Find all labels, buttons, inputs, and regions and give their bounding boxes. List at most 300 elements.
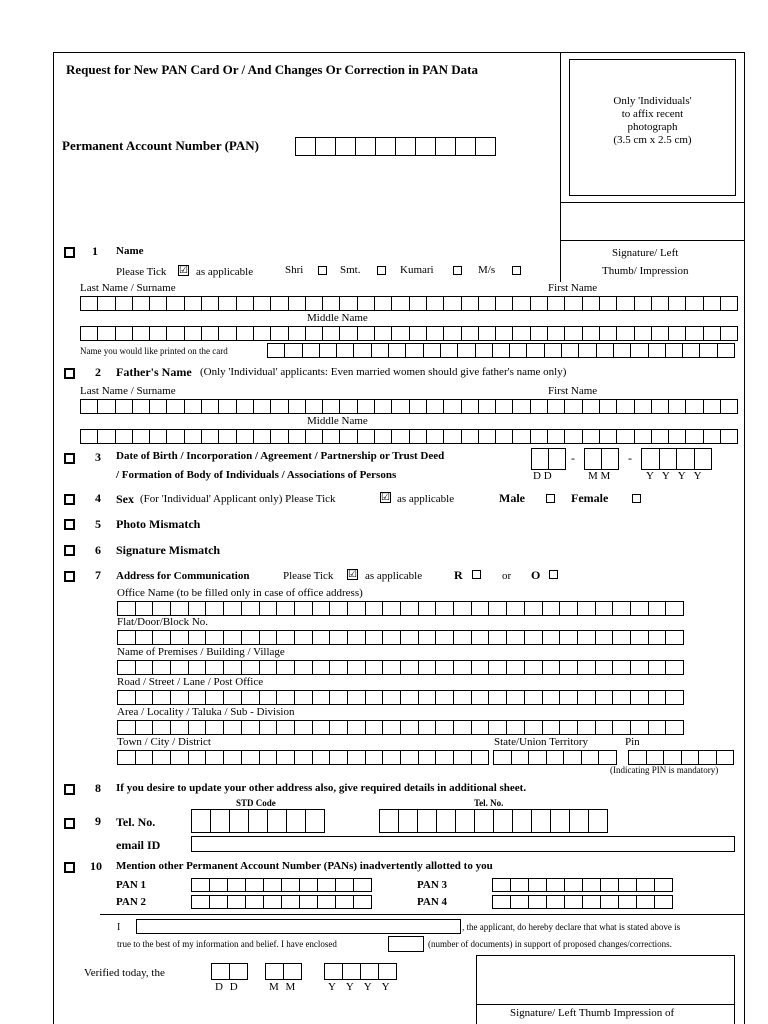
char-box[interactable] (302, 343, 320, 358)
char-box[interactable] (115, 326, 133, 341)
char-box[interactable] (418, 750, 437, 765)
char-box[interactable] (531, 809, 551, 833)
char-box[interactable] (409, 429, 427, 444)
char-box[interactable] (471, 690, 490, 705)
shri-checkbox[interactable] (318, 266, 327, 275)
char-box[interactable] (471, 750, 490, 765)
char-box[interactable] (382, 720, 401, 735)
char-box[interactable] (512, 296, 530, 311)
char-box[interactable] (651, 296, 669, 311)
char-box[interactable] (435, 660, 454, 675)
char-box[interactable] (612, 630, 631, 645)
char-box[interactable] (636, 878, 655, 892)
char-box[interactable] (668, 296, 686, 311)
state-boxes[interactable] (493, 750, 617, 765)
char-box[interactable] (703, 399, 721, 414)
char-box[interactable] (149, 296, 167, 311)
char-box[interactable] (457, 343, 475, 358)
char-box[interactable] (630, 630, 649, 645)
char-box[interactable] (294, 601, 313, 616)
char-box[interactable] (188, 690, 207, 705)
char-box[interactable] (634, 399, 652, 414)
char-box[interactable] (453, 601, 472, 616)
char-box[interactable] (80, 399, 98, 414)
char-box[interactable] (241, 690, 260, 705)
char-box[interactable] (703, 429, 721, 444)
char-box[interactable] (564, 399, 582, 414)
char-box[interactable] (135, 630, 154, 645)
char-box[interactable] (578, 343, 596, 358)
char-box[interactable] (435, 690, 454, 705)
char-box[interactable] (495, 429, 513, 444)
char-box[interactable] (365, 601, 384, 616)
char-box[interactable] (365, 720, 384, 735)
char-box[interactable] (378, 963, 397, 980)
char-box[interactable] (577, 601, 596, 616)
pan-input-boxes[interactable] (295, 137, 496, 156)
char-box[interactable] (685, 399, 703, 414)
char-box[interactable] (436, 809, 456, 833)
char-box[interactable] (339, 429, 357, 444)
char-box[interactable] (546, 895, 565, 909)
char-box[interactable] (117, 690, 136, 705)
char-box[interactable] (509, 343, 527, 358)
char-box[interactable] (329, 720, 348, 735)
char-box[interactable] (418, 720, 437, 735)
char-box[interactable] (618, 895, 637, 909)
char-box[interactable] (335, 895, 354, 909)
char-box[interactable] (598, 750, 617, 765)
char-box[interactable] (559, 630, 578, 645)
char-box[interactable] (276, 750, 295, 765)
female-checkbox[interactable] (632, 494, 641, 503)
char-box[interactable] (400, 601, 419, 616)
char-box[interactable] (548, 448, 566, 470)
char-box[interactable] (299, 878, 318, 892)
char-box[interactable] (205, 690, 224, 705)
char-box[interactable] (201, 429, 219, 444)
char-box[interactable] (524, 720, 543, 735)
char-box[interactable] (435, 720, 454, 735)
char-box[interactable] (665, 343, 683, 358)
name-row-1-boxes[interactable] (80, 296, 738, 311)
char-box[interactable] (259, 601, 278, 616)
char-box[interactable] (493, 750, 512, 765)
char-box[interactable] (347, 630, 366, 645)
char-box[interactable] (184, 429, 202, 444)
char-box[interactable] (703, 326, 721, 341)
char-box[interactable] (717, 343, 735, 358)
char-box[interactable] (236, 429, 254, 444)
char-box[interactable] (720, 429, 738, 444)
char-box[interactable] (488, 660, 507, 675)
char-box[interactable] (409, 399, 427, 414)
char-box[interactable] (80, 326, 98, 341)
char-box[interactable] (276, 720, 295, 735)
char-box[interactable] (616, 326, 634, 341)
char-box[interactable] (218, 326, 236, 341)
char-box[interactable] (559, 601, 578, 616)
char-box[interactable] (443, 429, 461, 444)
char-box[interactable] (595, 660, 614, 675)
char-box[interactable] (651, 399, 669, 414)
char-box[interactable] (618, 878, 637, 892)
char-box[interactable] (703, 296, 721, 311)
char-box[interactable] (665, 690, 684, 705)
char-box[interactable] (492, 895, 511, 909)
char-box[interactable] (495, 399, 513, 414)
char-box[interactable] (382, 660, 401, 675)
char-box[interactable] (347, 750, 366, 765)
residence-checkbox[interactable] (472, 570, 481, 579)
section-3-checkbox[interactable] (64, 453, 75, 464)
char-box[interactable] (435, 750, 454, 765)
char-box[interactable] (342, 963, 361, 980)
char-box[interactable] (241, 601, 260, 616)
char-box[interactable] (409, 296, 427, 311)
char-box[interactable] (530, 296, 548, 311)
char-box[interactable] (374, 326, 392, 341)
char-box[interactable] (259, 660, 278, 675)
char-box[interactable] (335, 878, 354, 892)
char-box[interactable] (312, 750, 331, 765)
char-box[interactable] (223, 630, 242, 645)
char-box[interactable] (263, 895, 282, 909)
char-box[interactable] (149, 326, 167, 341)
char-box[interactable] (229, 963, 248, 980)
char-box[interactable] (716, 750, 735, 765)
office-checkbox[interactable] (549, 570, 558, 579)
char-box[interactable] (312, 660, 331, 675)
char-box[interactable] (241, 750, 260, 765)
char-box[interactable] (205, 660, 224, 675)
char-box[interactable] (375, 137, 396, 156)
section-9-checkbox[interactable] (64, 818, 75, 829)
char-box[interactable] (630, 343, 648, 358)
char-box[interactable] (336, 343, 354, 358)
char-box[interactable] (426, 296, 444, 311)
char-box[interactable] (694, 448, 713, 470)
char-box[interactable] (488, 720, 507, 735)
char-box[interactable] (263, 878, 282, 892)
road-boxes[interactable] (117, 690, 684, 705)
char-box[interactable] (595, 601, 614, 616)
char-box[interactable] (374, 429, 392, 444)
char-box[interactable] (205, 630, 224, 645)
char-box[interactable] (135, 601, 154, 616)
char-box[interactable] (135, 660, 154, 675)
father-row-1-boxes[interactable] (80, 399, 738, 414)
char-box[interactable] (115, 399, 133, 414)
char-box[interactable] (347, 660, 366, 675)
char-box[interactable] (668, 399, 686, 414)
char-box[interactable] (400, 690, 419, 705)
char-box[interactable] (170, 660, 189, 675)
char-box[interactable] (281, 878, 300, 892)
char-box[interactable] (188, 660, 207, 675)
pan3-boxes[interactable] (492, 878, 673, 892)
verified-year-boxes[interactable] (324, 963, 397, 980)
char-box[interactable] (582, 296, 600, 311)
char-box[interactable] (305, 429, 323, 444)
char-box[interactable] (547, 399, 565, 414)
char-box[interactable] (564, 878, 583, 892)
char-box[interactable] (391, 399, 409, 414)
char-box[interactable] (461, 429, 479, 444)
char-box[interactable] (152, 630, 171, 645)
char-box[interactable] (223, 601, 242, 616)
char-box[interactable] (245, 895, 264, 909)
char-box[interactable] (495, 326, 513, 341)
char-box[interactable] (188, 601, 207, 616)
char-box[interactable] (440, 343, 458, 358)
kumari-checkbox[interactable] (453, 266, 462, 275)
char-box[interactable] (668, 429, 686, 444)
ms-checkbox[interactable] (512, 266, 521, 275)
char-box[interactable] (569, 809, 589, 833)
char-box[interactable] (510, 895, 529, 909)
char-box[interactable] (391, 326, 409, 341)
char-box[interactable] (654, 878, 673, 892)
char-box[interactable] (339, 399, 357, 414)
char-box[interactable] (229, 809, 249, 833)
char-box[interactable] (685, 326, 703, 341)
char-box[interactable] (170, 750, 189, 765)
char-box[interactable] (97, 399, 115, 414)
char-box[interactable] (418, 690, 437, 705)
char-box[interactable] (305, 326, 323, 341)
char-box[interactable] (218, 399, 236, 414)
char-box[interactable] (506, 601, 525, 616)
char-box[interactable] (426, 429, 444, 444)
char-box[interactable] (259, 750, 278, 765)
char-box[interactable] (600, 878, 619, 892)
town-boxes[interactable] (117, 750, 489, 765)
char-box[interactable] (382, 630, 401, 645)
char-box[interactable] (288, 399, 306, 414)
char-box[interactable] (400, 720, 419, 735)
char-box[interactable] (648, 720, 667, 735)
char-box[interactable] (665, 601, 684, 616)
char-box[interactable] (329, 660, 348, 675)
char-box[interactable] (97, 429, 115, 444)
char-box[interactable] (471, 630, 490, 645)
applicant-signature-box[interactable] (476, 955, 735, 1005)
char-box[interactable] (305, 809, 325, 833)
char-box[interactable] (329, 690, 348, 705)
char-box[interactable] (281, 895, 300, 909)
char-box[interactable] (471, 660, 490, 675)
smt-checkbox[interactable] (377, 266, 386, 275)
char-box[interactable] (582, 895, 601, 909)
char-box[interactable] (184, 296, 202, 311)
char-box[interactable] (205, 750, 224, 765)
char-box[interactable] (685, 429, 703, 444)
char-box[interactable] (170, 720, 189, 735)
char-box[interactable] (218, 296, 236, 311)
char-box[interactable] (339, 326, 357, 341)
char-box[interactable] (295, 137, 316, 156)
char-box[interactable] (248, 809, 268, 833)
char-box[interactable] (435, 630, 454, 645)
char-box[interactable] (648, 690, 667, 705)
char-box[interactable] (426, 399, 444, 414)
pan4-boxes[interactable] (492, 895, 673, 909)
char-box[interactable] (630, 601, 649, 616)
char-box[interactable] (152, 660, 171, 675)
char-box[interactable] (152, 601, 171, 616)
documents-count-field[interactable] (388, 936, 424, 952)
char-box[interactable] (595, 690, 614, 705)
char-box[interactable] (599, 296, 617, 311)
char-box[interactable] (663, 750, 682, 765)
char-box[interactable] (415, 137, 436, 156)
char-box[interactable] (495, 296, 513, 311)
char-box[interactable] (317, 878, 336, 892)
char-box[interactable] (599, 399, 617, 414)
section-4-checkbox[interactable] (64, 494, 75, 505)
char-box[interactable] (563, 750, 582, 765)
char-box[interactable] (117, 660, 136, 675)
char-box[interactable] (699, 343, 717, 358)
char-box[interactable] (530, 429, 548, 444)
char-box[interactable] (209, 895, 228, 909)
char-box[interactable] (166, 326, 184, 341)
char-box[interactable] (492, 878, 511, 892)
char-box[interactable] (636, 895, 655, 909)
char-box[interactable] (528, 750, 547, 765)
char-box[interactable] (241, 630, 260, 645)
char-box[interactable] (324, 963, 343, 980)
char-box[interactable] (288, 326, 306, 341)
char-box[interactable] (453, 720, 472, 735)
char-box[interactable] (374, 296, 392, 311)
char-box[interactable] (270, 296, 288, 311)
char-box[interactable] (561, 343, 579, 358)
char-box[interactable] (492, 343, 510, 358)
char-box[interactable] (616, 399, 634, 414)
char-box[interactable] (188, 630, 207, 645)
char-box[interactable] (259, 690, 278, 705)
char-box[interactable] (564, 326, 582, 341)
char-box[interactable] (665, 720, 684, 735)
char-box[interactable] (599, 429, 617, 444)
char-box[interactable] (80, 429, 98, 444)
char-box[interactable] (665, 660, 684, 675)
char-box[interactable] (559, 660, 578, 675)
char-box[interactable] (312, 601, 331, 616)
char-box[interactable] (315, 137, 336, 156)
char-box[interactable] (600, 895, 619, 909)
char-box[interactable] (322, 399, 340, 414)
char-box[interactable] (405, 343, 423, 358)
char-box[interactable] (453, 660, 472, 675)
flat-boxes[interactable] (117, 630, 684, 645)
char-box[interactable] (253, 399, 271, 414)
char-box[interactable] (236, 296, 254, 311)
char-box[interactable] (409, 326, 427, 341)
char-box[interactable] (353, 895, 372, 909)
char-box[interactable] (550, 809, 570, 833)
char-box[interactable] (461, 326, 479, 341)
char-box[interactable] (559, 690, 578, 705)
char-box[interactable] (720, 399, 738, 414)
char-box[interactable] (634, 296, 652, 311)
char-box[interactable] (443, 296, 461, 311)
char-box[interactable] (582, 399, 600, 414)
section-6-checkbox[interactable] (64, 545, 75, 556)
char-box[interactable] (698, 750, 717, 765)
char-box[interactable] (512, 429, 530, 444)
char-box[interactable] (322, 326, 340, 341)
verified-day-boxes[interactable] (211, 963, 248, 980)
char-box[interactable] (357, 326, 375, 341)
char-box[interactable] (227, 878, 246, 892)
char-box[interactable] (382, 690, 401, 705)
char-box[interactable] (547, 326, 565, 341)
char-box[interactable] (506, 690, 525, 705)
char-box[interactable] (612, 690, 631, 705)
char-box[interactable] (335, 137, 356, 156)
char-box[interactable] (601, 448, 619, 470)
char-box[interactable] (184, 326, 202, 341)
char-box[interactable] (478, 399, 496, 414)
char-box[interactable] (117, 630, 136, 645)
char-box[interactable] (577, 630, 596, 645)
char-box[interactable] (184, 399, 202, 414)
char-box[interactable] (355, 137, 376, 156)
char-box[interactable] (668, 326, 686, 341)
char-box[interactable] (542, 720, 561, 735)
char-box[interactable] (612, 601, 631, 616)
char-box[interactable] (211, 963, 230, 980)
char-box[interactable] (135, 750, 154, 765)
char-box[interactable] (455, 137, 476, 156)
char-box[interactable] (630, 660, 649, 675)
char-box[interactable] (493, 809, 513, 833)
char-box[interactable] (223, 690, 242, 705)
char-box[interactable] (435, 601, 454, 616)
char-box[interactable] (339, 296, 357, 311)
char-box[interactable] (288, 296, 306, 311)
char-box[interactable] (191, 895, 210, 909)
dob-year-boxes[interactable] (641, 448, 712, 470)
char-box[interactable] (322, 429, 340, 444)
char-box[interactable] (676, 448, 695, 470)
char-box[interactable] (577, 720, 596, 735)
char-box[interactable] (584, 448, 602, 470)
char-box[interactable] (353, 878, 372, 892)
char-box[interactable] (528, 895, 547, 909)
char-box[interactable] (612, 720, 631, 735)
char-box[interactable] (455, 809, 475, 833)
char-box[interactable] (546, 750, 565, 765)
char-box[interactable] (542, 601, 561, 616)
char-box[interactable] (665, 630, 684, 645)
char-box[interactable] (391, 296, 409, 311)
char-box[interactable] (312, 720, 331, 735)
char-box[interactable] (395, 137, 416, 156)
char-box[interactable] (253, 326, 271, 341)
char-box[interactable] (188, 750, 207, 765)
char-box[interactable] (391, 429, 409, 444)
char-box[interactable] (524, 660, 543, 675)
char-box[interactable] (223, 660, 242, 675)
char-box[interactable] (166, 399, 184, 414)
char-box[interactable] (149, 429, 167, 444)
char-box[interactable] (564, 895, 583, 909)
char-box[interactable] (201, 296, 219, 311)
